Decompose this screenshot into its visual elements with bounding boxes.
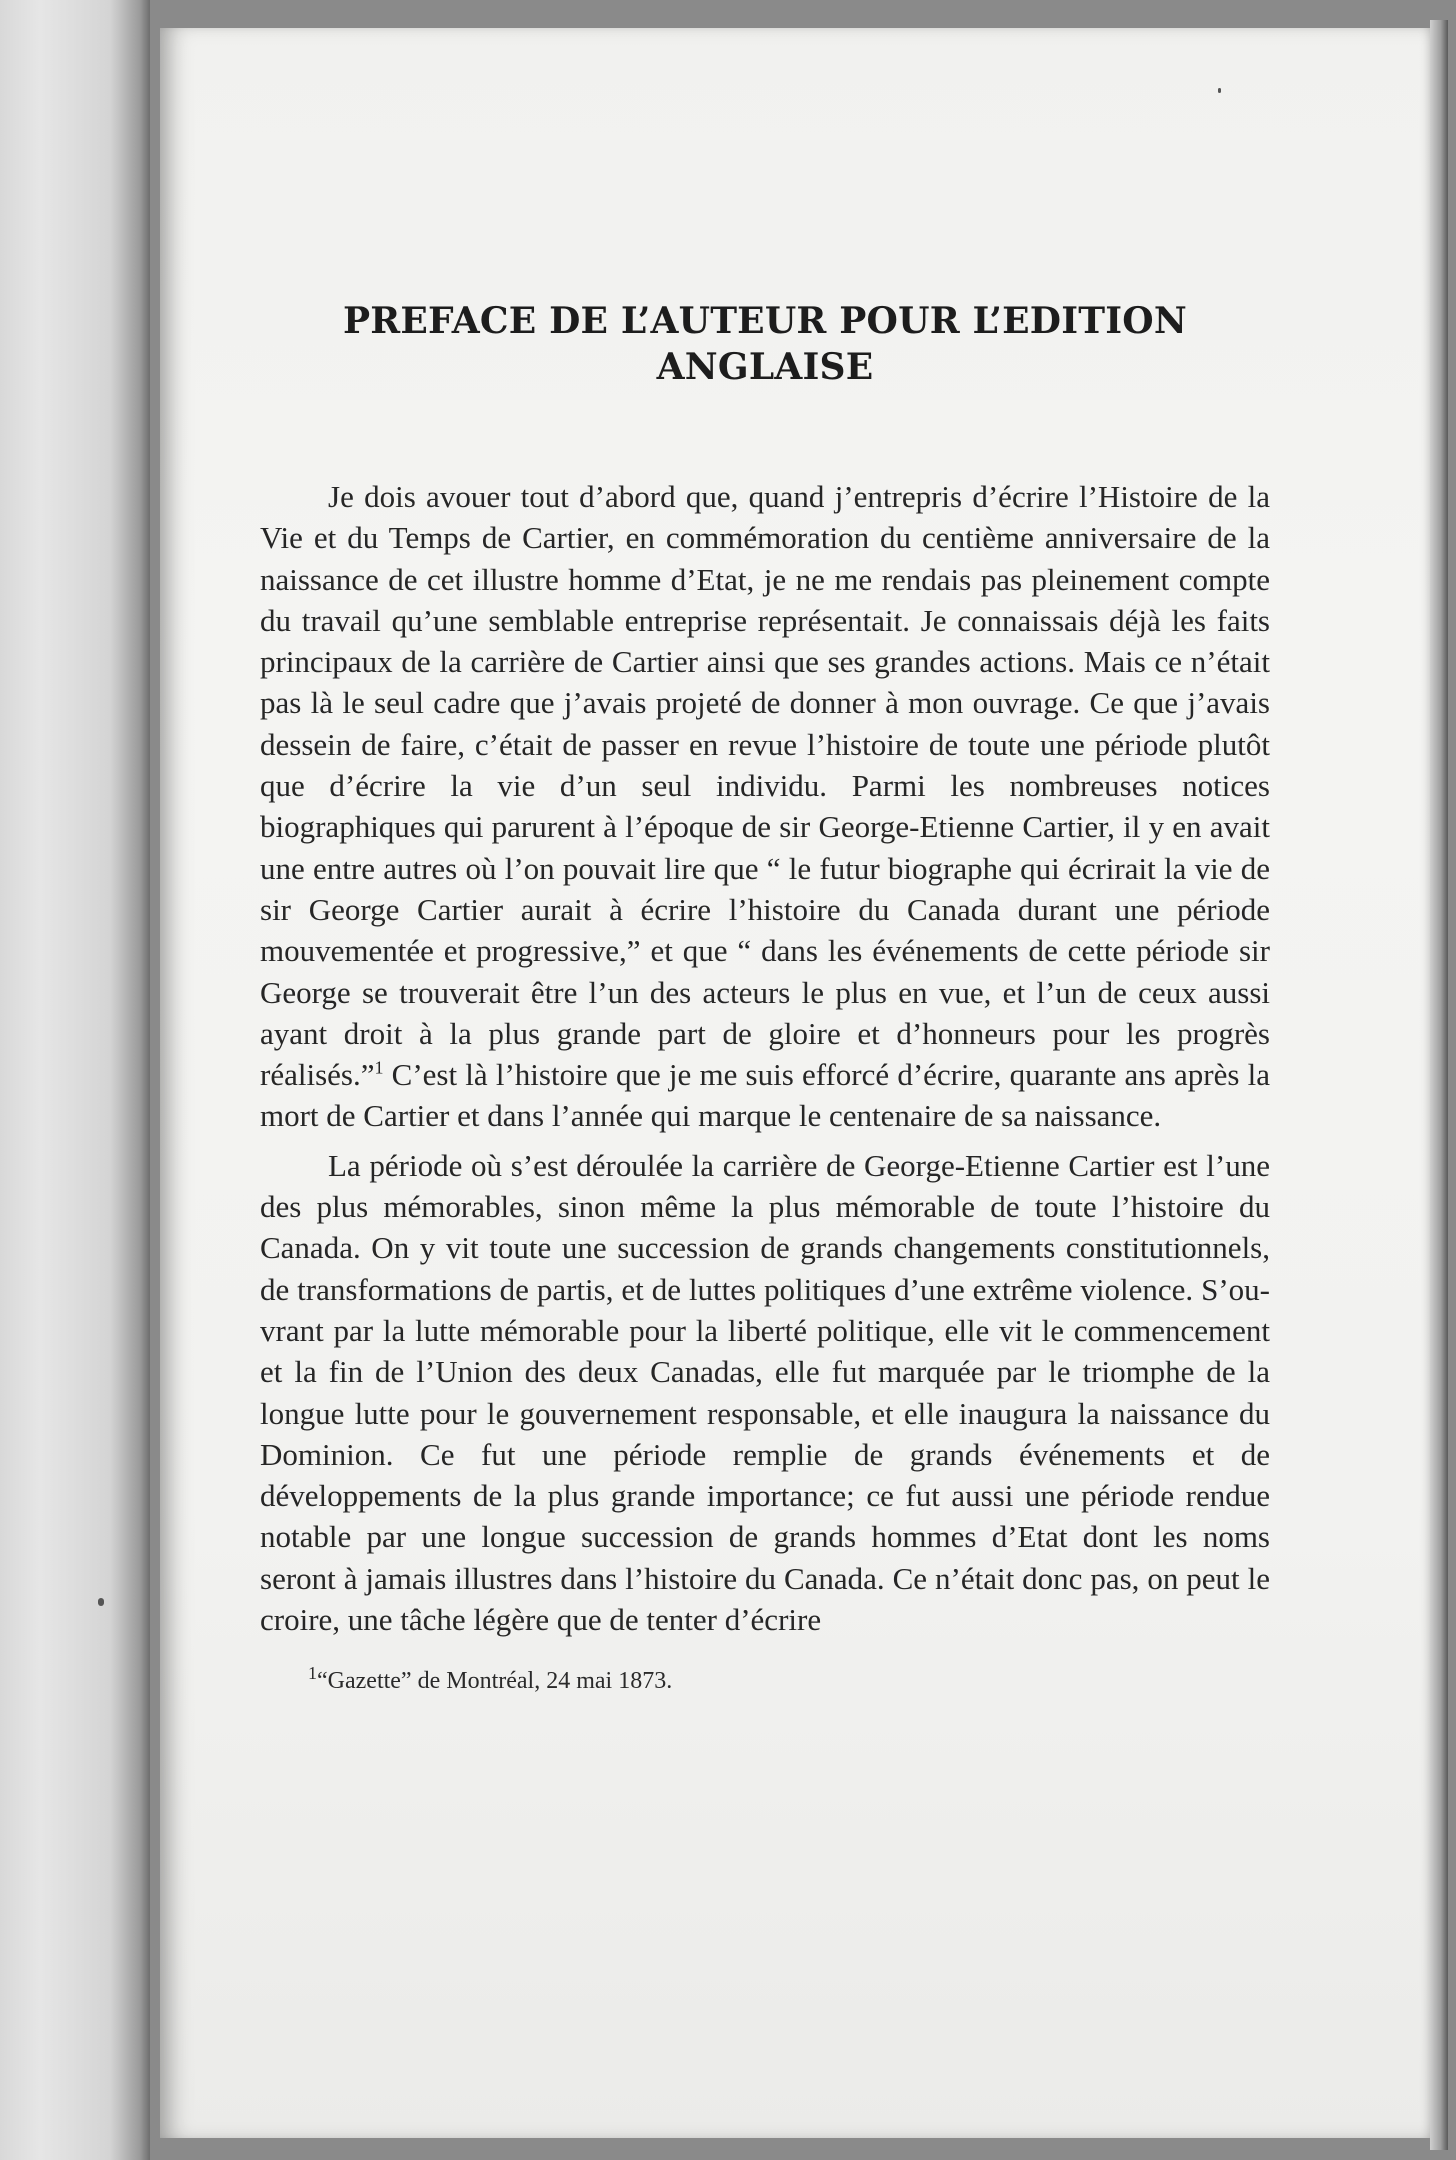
scan-speck — [1218, 88, 1221, 93]
paragraph-1 — [260, 476, 1270, 1137]
footnote-text: “Gazette” de Montréal, 24 mai 1873. — [317, 1668, 673, 1695]
footnote-marker: 1 — [308, 1663, 317, 1684]
page-content — [260, 298, 1270, 1696]
footnote-reference: 1 — [374, 1057, 384, 1078]
page-right-edge — [1430, 20, 1448, 2150]
scan-speck — [98, 1598, 104, 1606]
footnote — [308, 1663, 1270, 1696]
chapter-title-line-2: ANGLAISE — [656, 346, 874, 388]
paragraph-1-text-continued: C’est là l’histoire que je me suis efforcé d’écrire, quarante ans après la mort de Cartier et dans l’année qui marque le centenaire de sa naissance. — [260, 1057, 1270, 1134]
previous-page-edge — [0, 0, 150, 2160]
book-page — [160, 28, 1430, 2138]
chapter-title — [260, 298, 1270, 390]
paragraph-1-text: Je dois avouer tout d’abord que, quand j’entrepris d’écrire l’Histoire de la Vie et du Temps de Cartier, en commémoration du centième anniversaire de la naissance de cet illustre homme d’Etat, je ne me rendais pas pleinement compte du travail qu’une semblable entreprise représentait. Je connaissais déjà les faits principaux de la carrière de Cartier ainsi que ses grandes actions. Mais ce n’était pas là le seul cadre que j’avais projeté de donner à mon ouvrage. Ce que j’avais dessein de faire, c’était de passer en revue l’histoire de toute une période plutôt que d’écrire la vie d’un seul individu. Parmi les nombreuses notices biographiques qui parurent à l’époque de sir George-Etienne Cartier, il y en avait une entre autres où l’on pouvait lire que “ le futur biographe qui écrirait la vie de sir George Cartier aurait à écrire l’histoire du Canada durant une période mouvementée et progressive,” et que “ dans les événements de cette période sir George se trouverait être l’un des acteurs le plus en vue, et l’un de ceux aussi ayant droit à la plus grande part de gloire et d’honneurs pour les progrès réalisés.” — [260, 479, 1270, 1093]
chapter-title-line-1: PREFACE DE L’AUTEUR POUR L’EDITION — [343, 300, 1187, 342]
paragraph-2: La période où s’est déroulée la carrière de George-Etienne Cartier est l’une des plus mémorables, sinon même la plus mémorable de toute l’histoire du Canada. On y vit toute une succession de grands changements constitutionnels, de transformations de partis, et de luttes politiques d’une extrême violence. S’ouvrant par la lutte mémorable pour la liberté politique, elle vit le commencement et la fin de l’Union des deux Canadas, elle fut marquée par le triomphe de la longue lutte pour le gouvernement responsable, et elle inaugura la naissance du Dominion. Ce fut une période remplie de grands événements et de développements de la plus grande importance; ce fut aussi une période rendue notable par une longue succession de grands hommes d’Etat dont les noms seront à jamais illustres dans l’histoire du Canada. Ce n’était donc pas, on peut le croire, une tâche légère que de tenter d’écrire — [260, 1147, 1270, 1638]
